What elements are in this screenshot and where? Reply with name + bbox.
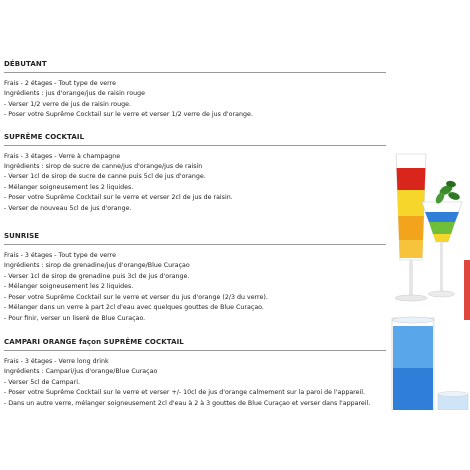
recipe-section-sunrise (4, 232, 389, 324)
divider (4, 350, 386, 351)
recipe-title: DÉBUTANT (4, 60, 47, 68)
recipe-line: Ingrédients : sirop de grenadine/jus d'orange/Blue Curaçao (4, 262, 190, 270)
recipe-line: Frais - 3 étages - Verre long drink (4, 357, 109, 365)
recipe-line: - Dans un autre verre, mélanger soigneusement 2cl d'eau à 2 à 3 gouttes de Blue Curaçao et verser dans l'appareil. (4, 399, 371, 407)
recipe-section-debutant (4, 60, 389, 121)
recipe-line: - Verser 1cl de sirop de sucre de canne puis 5cl de jus d'orange. (4, 173, 206, 181)
recipe-title: CAMPARI ORANGE façon SUPRÊME COCKTAIL (4, 337, 184, 346)
recipe-line: - Mélanger soigneusement les 2 liquides. (4, 183, 134, 191)
divider (4, 145, 386, 146)
recipe-line: Frais - 3 étages - Tout type de verre (4, 252, 116, 260)
recipe-line: Ingrédients : sirop de sucre de canne/jus d'orange/jus de raisin (4, 163, 203, 171)
mint-garnish-icon (434, 180, 461, 205)
recipe-line: - Poser votre Suprême Cocktail sur le verre et verser 2cl de jus de raisin. (4, 194, 233, 202)
recipe-section-campari-orange (4, 338, 389, 409)
recipe-title: SUNRISE (4, 232, 40, 241)
recipe-line: Ingrédients : jus d'orange/jus de raisin rouge (4, 90, 145, 98)
recipe-line: Frais - 2 étages - Tout type de verre (4, 80, 116, 87)
recipe-line: - Verser 1cl de sirop de grenadine puis 3cl de jus d'orange. (4, 272, 190, 280)
recipe-section-supreme-cocktail (4, 133, 389, 214)
champagne-glass-icon (395, 154, 427, 301)
recipe-line: - Poser votre Suprême Cocktail sur le verre et verser 1/2 verre de jus d'orange. (4, 111, 253, 119)
small-glass-icon (438, 392, 468, 411)
divider (4, 72, 386, 73)
recipe-line: - Mélanger soigneusement les 2 liquides. (4, 283, 134, 291)
recipe-line: - Verser 1/2 verre de jus de raisin rouge. (4, 100, 131, 108)
divider (4, 244, 386, 245)
long-drink-glass-icon (392, 317, 434, 410)
recipe-line: - Poser votre Suprême Cocktail sur le verre et verser du jus d'orange (2/3 du verre). (4, 293, 268, 301)
recipe-line: - Mélanger dans un verre à part 2cl d'eau avec quelques gouttes de Blue Curaçao. (4, 304, 264, 312)
red-glass-edge-icon (464, 260, 470, 320)
recipe-line: - Verser de nouveau 5cl de jus d'orange. (4, 204, 132, 212)
recipe-line: - Pour finir, verser un liseré de Blue Curaçao. (4, 314, 146, 322)
recipe-line: - Verser 5cl de Campari. (4, 378, 80, 386)
recipe-list (4, 60, 389, 409)
mint-cocktail-glass-icon (422, 180, 462, 297)
recipe-line: - Poser votre Suprême Cocktail sur le verre et verser +/- 10cl de jus d'orange calmement sur la paroi de l'appareil. (4, 389, 365, 397)
layered-cocktail-glasses-photo (388, 150, 470, 410)
recipe-line: Frais - 3 étages - Verre à champagne (4, 152, 121, 160)
recipe-title: SUPRÊME COCKTAIL (4, 132, 85, 141)
recipe-line: Ingrédients : Campari/jus d'orange/Blue Curaçao (4, 368, 158, 376)
